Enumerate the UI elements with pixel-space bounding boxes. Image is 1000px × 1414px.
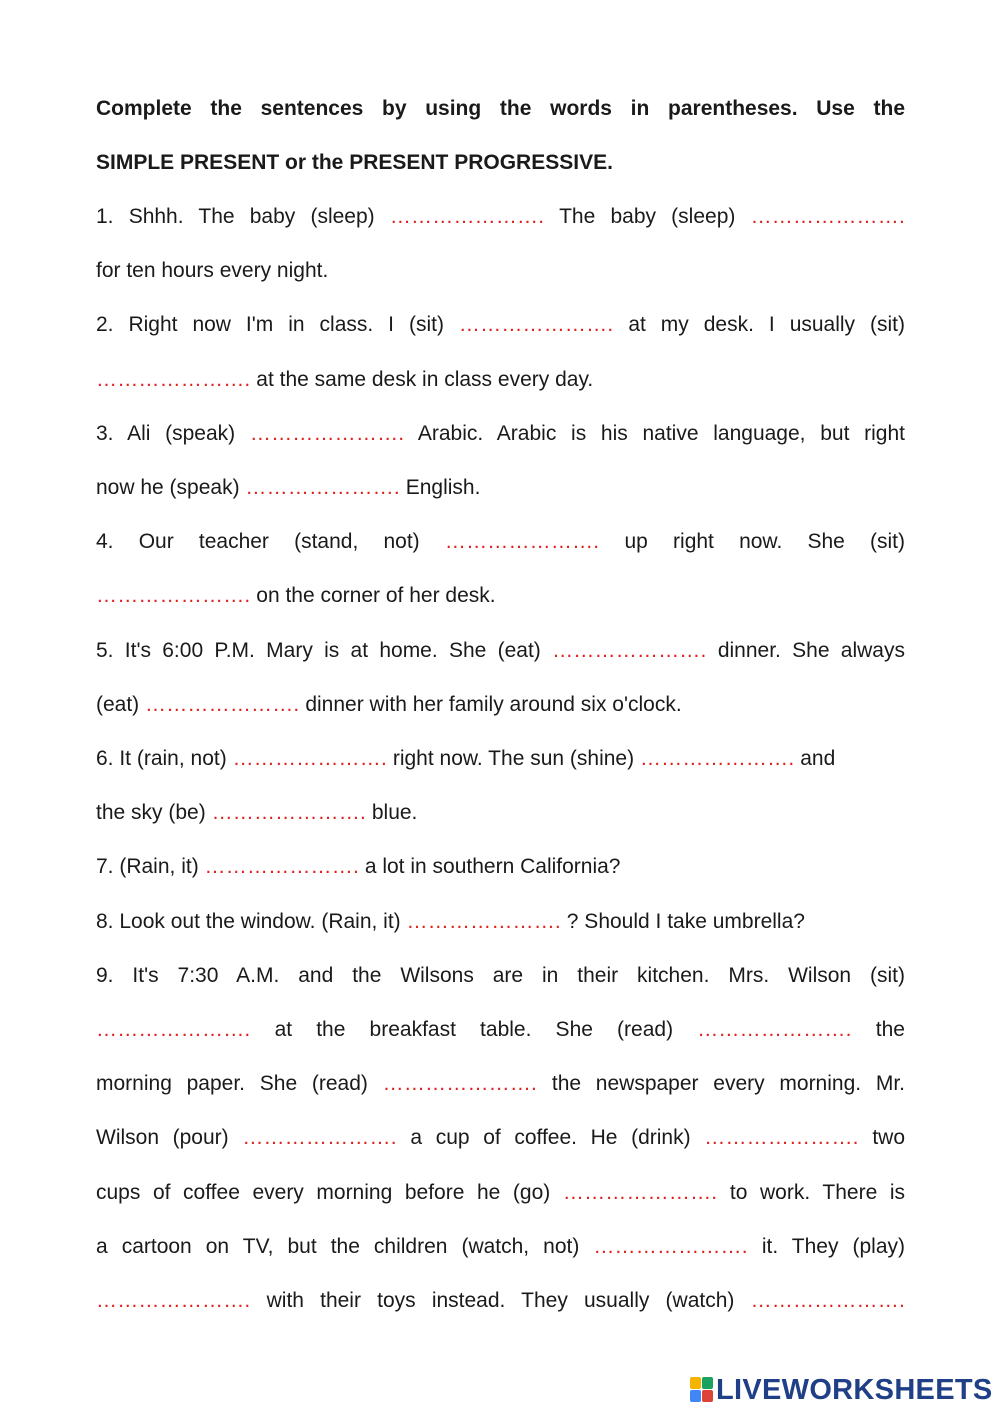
exercise-line [96, 367, 905, 393]
liveworksheets-logo-icon [690, 1377, 714, 1403]
exercise-line [96, 583, 905, 609]
answer-blank[interactable]: …………………. [750, 205, 905, 228]
sentence-text: English. [405, 476, 481, 499]
answer-blank[interactable]: …………………. [750, 1289, 905, 1312]
sentence-text: and [800, 747, 836, 770]
exercise-line [96, 258, 905, 284]
instructions-line-1: Complete the sentences by using the words in parentheses. Use the [96, 97, 905, 120]
sentence-text: blue. [371, 801, 418, 825]
sentence-text: a cup of coffee. He (drink) [410, 1126, 691, 1150]
answer-blank[interactable]: …………………. [639, 747, 795, 770]
sentence-text: ? Should I take umbrella? [566, 909, 805, 933]
sentence-text: the [875, 1018, 905, 1041]
exercise-line [96, 1234, 905, 1260]
exercise-line [96, 746, 905, 772]
answer-blank[interactable]: …………………. [444, 530, 600, 554]
exercise-line [96, 475, 905, 501]
exercise-line [96, 1017, 905, 1043]
liveworksheets-logo [690, 1374, 993, 1406]
answer-blank[interactable]: …………………. [704, 1126, 859, 1150]
exercise-line [96, 638, 905, 664]
sentence-text: dinner with her family around six o'clock. [305, 692, 682, 716]
exercise-line [96, 1288, 905, 1314]
sentence-text: 8. Look out the window. (Rain, it) [96, 909, 401, 933]
sentence-text: a lot in southern California? [364, 855, 621, 879]
answer-blank[interactable]: …………………. [389, 205, 545, 228]
sentence-text: with their toys instead. They usually (watch) [266, 1289, 735, 1312]
exercise-line [96, 692, 905, 718]
answer-blank[interactable]: …………………. [211, 801, 366, 825]
sentence-text: for ten hours every night. [96, 259, 329, 283]
sentence-text: right now. The sun (shine) [392, 747, 635, 770]
answer-blank[interactable]: …………………. [145, 692, 300, 716]
sentence-text: to work. There is [729, 1180, 905, 1204]
exercise-line [96, 312, 905, 338]
sentence-text: cups of coffee every morning before he (go) [96, 1180, 551, 1204]
exercise-line [96, 1071, 905, 1097]
answer-blank[interactable]: …………………. [96, 1289, 251, 1312]
sentence-text: 7. (Rain, it) [96, 855, 199, 879]
exercise-line [96, 1125, 905, 1151]
sentence-text: 2. Right now I'm in class. I (sit) [96, 313, 444, 337]
sentence-text: 5. It's 6:00 P.M. Mary is at home. She (eat) [96, 638, 541, 662]
sentence-text: (eat) [96, 692, 140, 716]
sentence-text: at the breakfast table. She (read) [274, 1018, 674, 1041]
sentence-text: the sky (be) [96, 801, 206, 825]
exercise-line [96, 421, 905, 447]
sentence-text: dinner. She always [717, 638, 905, 662]
exercise-line [96, 529, 905, 555]
sentence-text: it. They (play) [761, 1234, 905, 1258]
exercise-line [96, 909, 905, 935]
sentence-text: Arabic. Arabic is his native language, but right [417, 421, 905, 445]
sentence-text: 3. Ali (speak) [96, 421, 236, 445]
exercise-line [96, 854, 905, 880]
answer-blank[interactable]: …………………. [242, 1126, 397, 1150]
answer-blank[interactable]: …………………. [552, 638, 707, 662]
exercise-line [96, 204, 905, 230]
answer-blank[interactable]: …………………. [458, 313, 614, 337]
sentence-text: 1. Shhh. The baby (sleep) [96, 205, 375, 228]
exercise-line [96, 800, 905, 826]
instructions-line-2: SIMPLE PRESENT or the PRESENT PROGRESSIVE. [96, 151, 613, 174]
answer-blank[interactable]: …………………. [382, 1072, 538, 1096]
answer-blank[interactable]: …………………. [96, 1018, 251, 1041]
sentence-text: up right now. She (sit) [624, 530, 905, 554]
sentence-text: two [872, 1126, 906, 1150]
answer-blank[interactable]: …………………. [96, 367, 251, 391]
logo-text: LIVEWORKSHEETS [716, 1373, 993, 1406]
sentence-text: at my desk. I usually (sit) [628, 313, 906, 337]
sentence-text: The baby (sleep) [559, 205, 736, 228]
sentence-text: at the same desk in class every day. [256, 367, 594, 391]
answer-blank[interactable]: …………………. [249, 421, 405, 445]
answer-blank[interactable]: …………………. [697, 1018, 852, 1041]
answer-blank[interactable]: …………………. [245, 476, 400, 499]
sentence-text: Wilson (pour) [96, 1126, 229, 1150]
sentence-text: morning paper. She (read) [96, 1072, 368, 1096]
answer-blank[interactable]: …………………. [204, 855, 359, 879]
answer-blank[interactable]: …………………. [593, 1234, 748, 1258]
sentence-text: a cartoon on TV, but the children (watch, not) [96, 1234, 580, 1258]
exercise-line [96, 1180, 905, 1206]
answer-blank[interactable]: …………………. [562, 1180, 718, 1204]
answer-blank[interactable]: …………………. [96, 584, 251, 608]
sentence-text: on the corner of her desk. [256, 584, 496, 608]
sentence-text: 4. Our teacher (stand, not) [96, 530, 420, 554]
exercise-line [96, 963, 905, 989]
sentence-text: now he (speak) [96, 476, 240, 499]
sentence-text: 9. It's 7:30 A.M. and the Wilsons are in their kitchen. Mrs. Wilson (sit) [96, 963, 905, 987]
sentence-text: 6. It (rain, not) [96, 747, 227, 770]
sentence-text: the newspaper every morning. Mr. [551, 1072, 906, 1096]
answer-blank[interactable]: …………………. [406, 909, 561, 933]
answer-blank[interactable]: …………………. [232, 747, 387, 770]
